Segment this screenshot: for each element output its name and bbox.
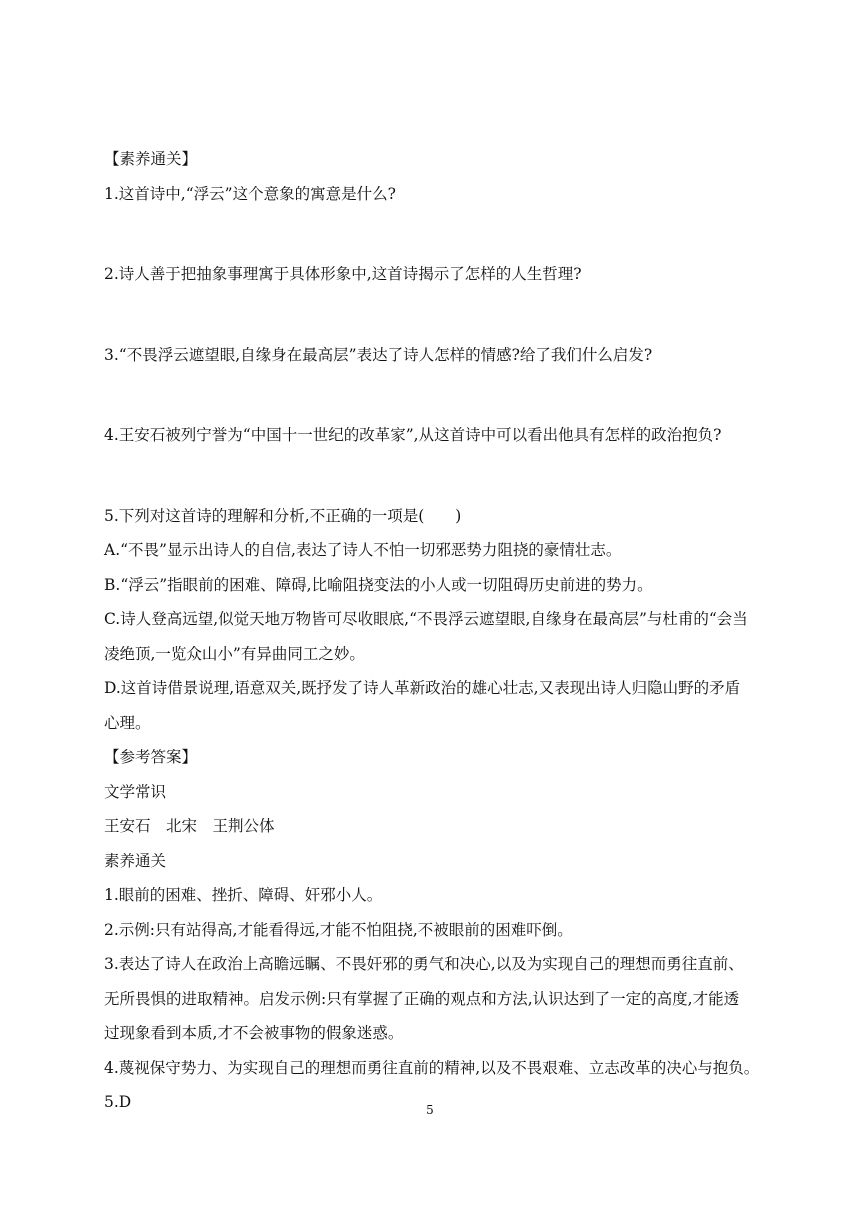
answer-space xyxy=(104,211,764,257)
answer-3-line1: 3.表达了诗人在政治上高瞻远瞩、不畏奸邪的勇气和决心,以及为实现自己的理想而勇往直前、 xyxy=(104,955,744,973)
answer-5: 5.D xyxy=(104,1093,132,1111)
suyang-label: 素养通关 xyxy=(104,851,167,870)
question-1: 1.这首诗中,“浮云”这个意象的寓意是什么? xyxy=(104,184,396,203)
question-2: 2.诗人善于把抽象事理寓于具体形象中,这首诗揭示了怎样的人生哲理? xyxy=(104,265,582,283)
answer-space xyxy=(104,453,764,499)
answer-space xyxy=(104,292,764,338)
literature-answer: 王安石 北宋 王荆公体 xyxy=(104,817,275,835)
question-5-option-a: A.“不畏”显示出诗人的自信,表达了诗人不怕一切邪恶势力阻挠的豪情壮志。 xyxy=(104,541,622,559)
page-content xyxy=(104,142,764,1120)
question-5-option-c-line1: C.诗人登高远望,似觉天地万物皆可尽收眼底,“不畏浮云遮望眼,自缘身在最高层”与杜甫的“会当 xyxy=(104,610,748,628)
literature-label: 文学常识 xyxy=(104,782,167,801)
page-number: 5 xyxy=(426,1103,434,1117)
answer-1: 1.眼前的困难、挫折、障碍、奸邪小人。 xyxy=(104,886,383,904)
question-5-option-c-line2: 凌绝顶,一览众山小”有异曲同工之妙。 xyxy=(104,644,365,663)
answer-3-line2: 无所畏惧的进取精神。启发示例:只有掌握了正确的观点和方法,认识达到了一定的高度,才能透 xyxy=(104,989,740,1008)
question-3: 3.“不畏浮云遮望眼,自缘身在最高层”表达了诗人怎样的情感?给了我们什么启发? xyxy=(104,345,653,364)
question-5-stem: 5.下列对这首诗的理解和分析,不正确的一项是( ) xyxy=(104,506,462,525)
question-5-option-b: B.“浮云”指眼前的困难、障碍,比喻阻挠变法的小人或一切阻碍历史前进的势力。 xyxy=(104,575,653,594)
answer-3-line3: 过现象看到本质,才不会被事物的假象迷惑。 xyxy=(104,1024,404,1042)
question-5-option-d-line1: D.这首诗借景说理,语意双关,既抒发了诗人革新政治的雄心壮志,又表现出诗人归隐山野的矛盾 xyxy=(104,679,741,697)
answer-space xyxy=(104,372,764,418)
answers-heading: 【参考答案】 xyxy=(104,748,198,766)
question-4: 4.王安石被列宁誉为“中国十一世纪的改革家”,从这首诗中可以看出他具有怎样的政治抱负? xyxy=(104,426,722,444)
answer-4: 4.蔑视保守势力、为实现自己的理想而勇往直前的精神,以及不畏艰难、立志改革的决心与抱负。 xyxy=(104,1058,760,1077)
section-heading-suyang: 【素养通关】 xyxy=(104,150,198,168)
answer-2: 2.示例:只有站得高,才能看得远,才能不怕阻挠,不被眼前的困难吓倒。 xyxy=(104,920,573,939)
question-5-option-d-line2: 心理。 xyxy=(104,713,151,732)
